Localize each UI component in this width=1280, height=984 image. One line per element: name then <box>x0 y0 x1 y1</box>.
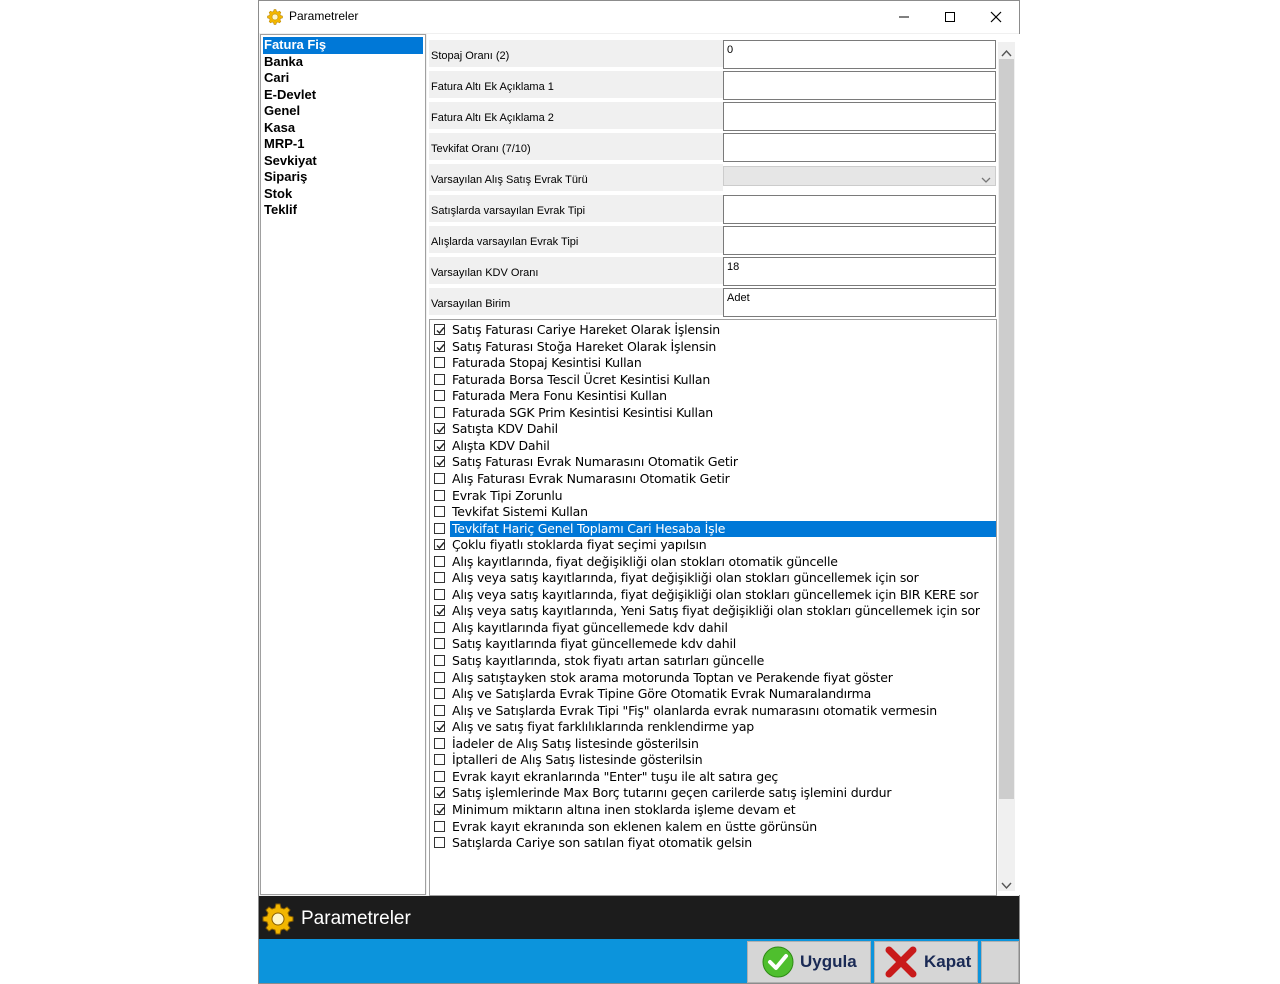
property-label: Varsayılan KDV Oranı <box>431 267 539 279</box>
property-row <box>429 226 723 255</box>
property-row <box>429 40 723 69</box>
title-bar[interactable] <box>259 1 1019 33</box>
option-label: Satışlarda Cariye son satılan fiyat otomatik gelsin <box>452 835 753 851</box>
option-item[interactable] <box>430 835 996 852</box>
checkbox[interactable] <box>434 506 445 517</box>
option-label: Çoklu fiyatlı stoklarda fiyat seçimi yapılsın <box>452 537 707 553</box>
input-value: Adet <box>727 292 750 304</box>
option-item[interactable] <box>430 322 996 339</box>
minimize-button[interactable] <box>881 1 927 33</box>
option-item[interactable] <box>430 388 996 405</box>
category-item-sevkiyat[interactable]: Sevkiyat <box>264 152 317 168</box>
option-label: Alış veya satış kayıtlarında, Yeni Satış fiyat değişikliği olan stokları güncellemek için sor <box>452 603 980 619</box>
document-type-select[interactable] <box>723 166 996 186</box>
category-item-genel[interactable]: Genel <box>264 103 301 118</box>
checkbox-checked[interactable] <box>434 539 445 550</box>
checkbox-checked[interactable] <box>434 324 445 335</box>
footer-action-bar <box>259 939 1019 983</box>
option-label: Alış satıştayken stok arama motorunda Toptan ve Perakende fiyat göster <box>452 669 893 685</box>
option-item[interactable] <box>430 819 996 836</box>
input-value: 0 <box>727 44 734 56</box>
stopaj-rate-input[interactable] <box>723 40 996 69</box>
gear-icon <box>262 903 294 935</box>
checkbox[interactable] <box>434 589 445 600</box>
checkbox-checked[interactable] <box>434 804 445 815</box>
checkbox[interactable] <box>434 655 445 666</box>
option-label: Faturada SGK Prim Kesintisi Kesintisi Kullan <box>452 404 713 420</box>
close-icon <box>990 8 1002 27</box>
checkbox[interactable] <box>434 556 445 567</box>
option-item[interactable] <box>430 537 996 554</box>
option-label: Minimum miktarın altına inen stoklarda işleme devam et <box>452 801 796 817</box>
invoice-note-1-input[interactable] <box>723 71 996 100</box>
option-label: Faturada Mera Fonu Kesintisi Kullan <box>452 388 667 404</box>
checkbox[interactable] <box>434 622 445 633</box>
checkbox[interactable] <box>434 490 445 501</box>
property-label: Varsayılan Alış Satış Evrak Türü <box>431 174 588 186</box>
checkbox[interactable] <box>434 821 445 832</box>
window-title: Parametreler <box>289 9 359 23</box>
parameters-window <box>258 0 1020 984</box>
option-item[interactable] <box>430 471 996 488</box>
option-label: Alış ve Satışlarda Evrak Tipine Göre Otomatik Evrak Numaralandırma <box>452 686 872 702</box>
option-item[interactable] <box>430 752 996 769</box>
category-item-cari[interactable]: Cari <box>264 70 290 85</box>
option-item[interactable] <box>430 636 996 653</box>
option-label: Evrak Tipi Zorunlu <box>452 487 563 503</box>
checkbox[interactable] <box>434 688 445 699</box>
invoice-note-2-input[interactable] <box>723 102 996 131</box>
option-item[interactable] <box>430 736 996 753</box>
option-label: Tevkifat Hariç Genel Toplamı Cari Hesaba İşle <box>450 521 996 537</box>
property-label: Tevkifat Oranı (7/10) <box>431 143 531 155</box>
option-item[interactable] <box>430 653 996 670</box>
apply-label: Uygula <box>800 952 857 971</box>
category-item-siparis[interactable]: Sipariş <box>264 169 308 184</box>
option-label: İadeler de Alış Satış listesinde gösterilsin <box>452 735 699 751</box>
option-item[interactable] <box>430 570 996 587</box>
checkbox[interactable] <box>434 357 445 368</box>
checkbox[interactable] <box>434 374 445 385</box>
checkbox-checked[interactable] <box>434 787 445 798</box>
vertical-scrollbar[interactable] <box>998 42 1015 891</box>
checkbox-checked[interactable] <box>434 423 445 434</box>
category-item-stok[interactable]: Stok <box>264 185 293 201</box>
option-label: İptalleri de Alış Satış listesinde gösterilsin <box>452 752 703 768</box>
property-label: Alışlarda varsayılan Evrak Tipi <box>431 236 579 248</box>
property-row <box>429 257 723 286</box>
option-item[interactable] <box>430 587 996 604</box>
option-item[interactable] <box>430 603 996 620</box>
checkbox[interactable] <box>434 705 445 716</box>
scrollbar-thumb[interactable] <box>999 59 1014 799</box>
maximize-icon <box>944 8 956 27</box>
option-label: Alış ve satış fiyat farklılıklarında renklendirme yap <box>452 719 755 735</box>
option-label: Alış kayıtlarında, fiyat değişikliği olan stokları otomatik güncelle <box>452 553 838 569</box>
footer-header <box>259 896 1019 939</box>
option-label: Satış kayıtlarında fiyat güncellemede kdv dahil <box>452 636 736 652</box>
option-label: Evrak kayıt ekranında son eklenen kalem en üstte görünsün <box>452 818 818 834</box>
sales-doc-type-input[interactable] <box>723 195 996 224</box>
property-row <box>429 195 723 224</box>
checkbox-checked[interactable] <box>434 341 445 352</box>
property-label: Fatura Altı Ek Açıklama 1 <box>431 81 554 93</box>
option-label: Satış Faturası Cariye Hareket Olarak İşlensin <box>452 322 720 337</box>
minimize-icon <box>898 8 910 27</box>
option-label: Evrak kayıt ekranlarında "Enter" tuşu ile alt satıra geç <box>452 768 779 784</box>
footer-title: Parametreler <box>301 908 411 929</box>
settings-panel <box>427 34 1021 895</box>
option-item[interactable] <box>430 421 996 438</box>
close-x-icon <box>884 945 918 979</box>
category-list[interactable] <box>260 34 426 895</box>
checkbox[interactable] <box>434 754 445 765</box>
option-item[interactable] <box>430 670 996 687</box>
gear-icon <box>267 9 283 25</box>
option-item[interactable] <box>430 521 996 538</box>
option-label: Satış kayıtlarında, stok fiyatı artan satırları güncelle <box>452 653 765 668</box>
option-item[interactable] <box>430 554 996 571</box>
option-item[interactable] <box>430 355 996 372</box>
option-label: Alış veya satış kayıtlarında, fiyat değişikliği olan stokları güncellemek için sor <box>452 570 919 586</box>
purchase-doc-type-input[interactable] <box>723 226 996 255</box>
category-item-fatura-fis[interactable]: Fatura Fiş <box>263 37 423 54</box>
property-row <box>429 288 723 317</box>
property-label: Stopaj Oranı (2) <box>431 50 510 62</box>
chevron-down-icon <box>981 170 991 189</box>
option-item[interactable] <box>430 405 996 422</box>
option-item[interactable] <box>430 488 996 505</box>
option-label: Tevkifat Sistemi Kullan <box>452 504 588 520</box>
checkbox[interactable] <box>434 407 445 418</box>
option-item[interactable] <box>430 769 996 786</box>
option-item[interactable] <box>430 686 996 703</box>
option-item[interactable] <box>430 802 996 819</box>
option-label: Satış işlemlerinde Max Borç tutarını geçen carilerde satış işlemini durdur <box>452 785 892 801</box>
category-item-kasa[interactable]: Kasa <box>264 119 296 135</box>
option-item[interactable] <box>430 372 996 389</box>
option-item[interactable] <box>430 703 996 720</box>
close-button[interactable] <box>973 1 1019 33</box>
option-label: Satış Faturası Stoğa Hareket Olarak İşlensin <box>452 338 717 354</box>
checkbox[interactable] <box>434 390 445 401</box>
checkbox-checked[interactable] <box>434 721 445 732</box>
checkbox[interactable] <box>434 638 445 649</box>
tevkifat-rate-input[interactable] <box>723 133 996 162</box>
checkbox[interactable] <box>434 473 445 484</box>
property-row <box>429 71 723 100</box>
maximize-button[interactable] <box>927 1 973 33</box>
checkbox[interactable] <box>434 771 445 782</box>
vat-rate-input[interactable] <box>723 257 996 286</box>
option-label: Faturada Borsa Tescil Ücret Kesintisi Kullan <box>452 371 711 387</box>
input-value: 18 <box>727 261 740 273</box>
close-label: Kapat <box>924 952 972 971</box>
category-item-teklif[interactable]: Teklif <box>264 202 297 217</box>
property-row <box>429 133 723 162</box>
option-item[interactable] <box>430 438 996 455</box>
checkbox-checked[interactable] <box>434 605 445 616</box>
property-label: Varsayılan Birim <box>431 298 511 310</box>
default-unit-input[interactable] <box>723 288 996 317</box>
option-label: Alış ve Satışlarda Evrak Tipi "Fiş" olanlarda evrak numarasını otomatik vermesin <box>452 702 937 718</box>
checkbox[interactable] <box>434 738 445 749</box>
option-label: Satış Faturası Evrak Numarasını Otomatik Getir <box>452 454 738 470</box>
option-label: Alış Faturası Evrak Numarasını Otomatik Getir <box>452 470 730 486</box>
option-label: Alış veya satış kayıtlarında, fiyat değişikliği olan stokları güncellemek için BIR KERE sor <box>452 586 979 602</box>
option-label: Faturada Stopaj Kesintisi Kullan <box>452 355 642 371</box>
apply-button[interactable] <box>747 941 871 983</box>
property-row <box>429 164 723 193</box>
option-item[interactable] <box>430 719 996 736</box>
option-item[interactable] <box>430 785 996 802</box>
property-row <box>429 102 723 131</box>
option-label: Alış kayıtlarında fiyat güncellemede kdv dahil <box>452 619 728 635</box>
checkbox[interactable] <box>434 837 445 848</box>
category-item-banka[interactable]: Banka <box>264 53 304 69</box>
category-item-mrp-1[interactable]: MRP-1 <box>264 136 305 151</box>
option-item[interactable] <box>430 454 996 471</box>
checkbox[interactable] <box>434 523 445 534</box>
option-item[interactable] <box>430 504 996 521</box>
scroll-down-icon[interactable] <box>1001 876 1012 895</box>
checkbox[interactable] <box>434 672 445 683</box>
checkbox[interactable] <box>434 572 445 583</box>
option-item[interactable] <box>430 339 996 356</box>
category-item-e-devlet[interactable]: E-Devlet <box>264 86 317 102</box>
options-checklist[interactable] <box>429 319 997 896</box>
checkbox-checked[interactable] <box>434 456 445 467</box>
close-dialog-button[interactable] <box>874 941 978 983</box>
property-label: Fatura Altı Ek Açıklama 2 <box>431 112 554 124</box>
check-icon <box>762 946 794 978</box>
property-label: Satışlarda varsayılan Evrak Tipi <box>431 205 586 217</box>
option-label: Alışta KDV Dahil <box>452 437 550 453</box>
option-label: Satışta KDV Dahil <box>452 421 558 437</box>
option-item[interactable] <box>430 620 996 637</box>
extra-button[interactable] <box>981 941 1019 983</box>
checkbox-checked[interactable] <box>434 440 445 451</box>
